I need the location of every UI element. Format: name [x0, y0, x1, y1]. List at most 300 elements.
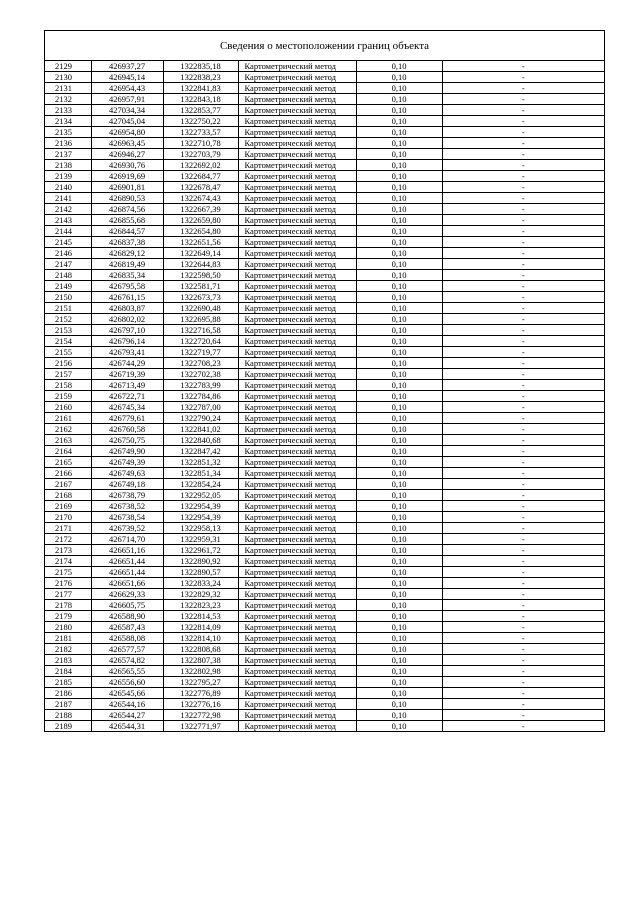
table-row	[45, 402, 604, 413]
cell-x-coordinate: 426544,16	[91, 699, 163, 710]
cell-point-number: 2144	[45, 226, 91, 237]
cell-x-coordinate: 426651,16	[91, 545, 163, 556]
cell-point-number: 2149	[45, 281, 91, 292]
table-row	[45, 292, 604, 303]
cell-precision: 0,10	[356, 611, 442, 622]
cell-x-coordinate: 426796,14	[91, 336, 163, 347]
cell-note: -	[442, 160, 604, 171]
cell-precision: 0,10	[356, 226, 442, 237]
table-row	[45, 457, 604, 468]
cell-y-coordinate: 1322703,79	[163, 149, 238, 160]
cell-point-number: 2157	[45, 369, 91, 380]
cell-note: -	[442, 182, 604, 193]
cell-note: -	[442, 347, 604, 358]
cell-y-coordinate: 1322823,23	[163, 600, 238, 611]
cell-precision: 0,10	[356, 292, 442, 303]
cell-point-number: 2177	[45, 589, 91, 600]
cell-method: Картометрический метод	[238, 248, 356, 259]
cell-y-coordinate: 1322958,13	[163, 523, 238, 534]
cell-method: Картометрический метод	[238, 600, 356, 611]
table-row	[45, 182, 604, 193]
cell-y-coordinate: 1322733,57	[163, 127, 238, 138]
cell-point-number: 2167	[45, 479, 91, 490]
cell-x-coordinate: 426954,43	[91, 83, 163, 94]
table-row	[45, 314, 604, 325]
cell-note: -	[442, 545, 604, 556]
cell-x-coordinate: 426745,34	[91, 402, 163, 413]
cell-x-coordinate: 426890,53	[91, 193, 163, 204]
cell-point-number: 2170	[45, 512, 91, 523]
cell-y-coordinate: 1322851,32	[163, 457, 238, 468]
cell-y-coordinate: 1322847,42	[163, 446, 238, 457]
cell-precision: 0,10	[356, 281, 442, 292]
cell-y-coordinate: 1322674,43	[163, 193, 238, 204]
cell-note: -	[442, 479, 604, 490]
cell-method: Картометрический метод	[238, 666, 356, 677]
cell-x-coordinate: 426714,70	[91, 534, 163, 545]
cell-method: Картометрический метод	[238, 611, 356, 622]
table-row	[45, 644, 604, 655]
table-row	[45, 116, 604, 127]
cell-x-coordinate: 426749,63	[91, 468, 163, 479]
cell-method: Картометрический метод	[238, 127, 356, 138]
table-row	[45, 358, 604, 369]
cell-y-coordinate: 1322690,48	[163, 303, 238, 314]
cell-note: -	[442, 424, 604, 435]
cell-point-number: 2174	[45, 556, 91, 567]
coordinates-table	[45, 61, 604, 731]
table-row	[45, 391, 604, 402]
cell-precision: 0,10	[356, 545, 442, 556]
cell-precision: 0,10	[356, 215, 442, 226]
cell-precision: 0,10	[356, 523, 442, 534]
cell-y-coordinate: 1322841,83	[163, 83, 238, 94]
cell-point-number: 2166	[45, 468, 91, 479]
table-row	[45, 380, 604, 391]
cell-note: -	[442, 215, 604, 226]
cell-y-coordinate: 1322719,77	[163, 347, 238, 358]
cell-precision: 0,10	[356, 204, 442, 215]
cell-point-number: 2185	[45, 677, 91, 688]
cell-method: Картометрический метод	[238, 710, 356, 721]
cell-note: -	[442, 600, 604, 611]
cell-note: -	[442, 578, 604, 589]
cell-precision: 0,10	[356, 655, 442, 666]
cell-method: Картометрический метод	[238, 215, 356, 226]
cell-point-number: 2139	[45, 171, 91, 182]
cell-method: Картометрический метод	[238, 380, 356, 391]
cell-y-coordinate: 1322776,16	[163, 699, 238, 710]
cell-note: -	[442, 138, 604, 149]
cell-point-number: 2140	[45, 182, 91, 193]
cell-precision: 0,10	[356, 116, 442, 127]
table-row	[45, 523, 604, 534]
cell-precision: 0,10	[356, 633, 442, 644]
cell-precision: 0,10	[356, 413, 442, 424]
cell-y-coordinate: 1322716,58	[163, 325, 238, 336]
cell-method: Картометрический метод	[238, 457, 356, 468]
cell-x-coordinate: 426544,31	[91, 721, 163, 732]
cell-point-number: 2173	[45, 545, 91, 556]
cell-note: -	[442, 556, 604, 567]
table-row	[45, 325, 604, 336]
cell-x-coordinate: 426954,80	[91, 127, 163, 138]
table-row	[45, 435, 604, 446]
cell-note: -	[442, 644, 604, 655]
cell-point-number: 2178	[45, 600, 91, 611]
table-row	[45, 545, 604, 556]
cell-method: Картометрический метод	[238, 314, 356, 325]
cell-x-coordinate: 426749,90	[91, 446, 163, 457]
cell-y-coordinate: 1322829,32	[163, 589, 238, 600]
cell-method: Картометрический метод	[238, 424, 356, 435]
cell-method: Картометрический метод	[238, 589, 356, 600]
cell-x-coordinate: 426651,66	[91, 578, 163, 589]
cell-y-coordinate: 1322644,83	[163, 259, 238, 270]
cell-note: -	[442, 468, 604, 479]
cell-point-number: 2152	[45, 314, 91, 325]
table-row	[45, 83, 604, 94]
table-row	[45, 666, 604, 677]
cell-method: Картометрический метод	[238, 578, 356, 589]
cell-point-number: 2132	[45, 94, 91, 105]
table-row	[45, 149, 604, 160]
cell-precision: 0,10	[356, 446, 442, 457]
cell-note: -	[442, 413, 604, 424]
cell-point-number: 2147	[45, 259, 91, 270]
table-row	[45, 193, 604, 204]
cell-y-coordinate: 1322667,39	[163, 204, 238, 215]
cell-method: Картометрический метод	[238, 149, 356, 160]
cell-note: -	[442, 270, 604, 281]
cell-precision: 0,10	[356, 358, 442, 369]
cell-x-coordinate: 426901,81	[91, 182, 163, 193]
cell-note: -	[442, 666, 604, 677]
table-row	[45, 413, 604, 424]
cell-point-number: 2134	[45, 116, 91, 127]
cell-precision: 0,10	[356, 72, 442, 83]
cell-y-coordinate: 1322838,23	[163, 72, 238, 83]
cell-point-number: 2188	[45, 710, 91, 721]
cell-method: Картометрический метод	[238, 237, 356, 248]
cell-method: Картометрический метод	[238, 479, 356, 490]
cell-precision: 0,10	[356, 567, 442, 578]
cell-y-coordinate: 1322952,05	[163, 490, 238, 501]
cell-x-coordinate: 426738,54	[91, 512, 163, 523]
cell-y-coordinate: 1322771,97	[163, 721, 238, 732]
cell-method: Картометрический метод	[238, 545, 356, 556]
cell-note: -	[442, 611, 604, 622]
cell-method: Картометрический метод	[238, 94, 356, 105]
cell-point-number: 2175	[45, 567, 91, 578]
cell-y-coordinate: 1322695,88	[163, 314, 238, 325]
cell-method: Картометрический метод	[238, 534, 356, 545]
cell-point-number: 2154	[45, 336, 91, 347]
cell-x-coordinate: 426738,79	[91, 490, 163, 501]
cell-y-coordinate: 1322807,38	[163, 655, 238, 666]
cell-note: -	[442, 193, 604, 204]
cell-note: -	[442, 369, 604, 380]
cell-note: -	[442, 325, 604, 336]
cell-y-coordinate: 1322854,24	[163, 479, 238, 490]
cell-x-coordinate: 426750,75	[91, 435, 163, 446]
cell-y-coordinate: 1322651,56	[163, 237, 238, 248]
table-row	[45, 512, 604, 523]
cell-precision: 0,10	[356, 699, 442, 710]
cell-precision: 0,10	[356, 259, 442, 270]
cell-method: Картометрический метод	[238, 204, 356, 215]
cell-y-coordinate: 1322790,24	[163, 413, 238, 424]
cell-precision: 0,10	[356, 710, 442, 721]
cell-precision: 0,10	[356, 501, 442, 512]
cell-note: -	[442, 336, 604, 347]
table-row	[45, 578, 604, 589]
cell-point-number: 2189	[45, 721, 91, 732]
cell-y-coordinate: 1322814,09	[163, 622, 238, 633]
table-row	[45, 721, 604, 732]
cell-point-number: 2165	[45, 457, 91, 468]
cell-x-coordinate: 426963,45	[91, 138, 163, 149]
table-row	[45, 611, 604, 622]
cell-point-number: 2156	[45, 358, 91, 369]
cell-point-number: 2159	[45, 391, 91, 402]
cell-x-coordinate: 426957,91	[91, 94, 163, 105]
cell-note: -	[442, 523, 604, 534]
cell-precision: 0,10	[356, 138, 442, 149]
cell-point-number: 2137	[45, 149, 91, 160]
cell-point-number: 2153	[45, 325, 91, 336]
cell-y-coordinate: 1322959,31	[163, 534, 238, 545]
table-row	[45, 160, 604, 171]
cell-x-coordinate: 426722,71	[91, 391, 163, 402]
cell-y-coordinate: 1322890,92	[163, 556, 238, 567]
cell-note: -	[442, 237, 604, 248]
table-row	[45, 270, 604, 281]
cell-method: Картометрический метод	[238, 490, 356, 501]
cell-point-number: 2142	[45, 204, 91, 215]
cell-y-coordinate: 1322853,77	[163, 105, 238, 116]
cell-x-coordinate: 426588,90	[91, 611, 163, 622]
cell-point-number: 2148	[45, 270, 91, 281]
cell-method: Картометрический метод	[238, 633, 356, 644]
cell-method: Картометрический метод	[238, 72, 356, 83]
cell-method: Картометрический метод	[238, 402, 356, 413]
cell-precision: 0,10	[356, 347, 442, 358]
cell-precision: 0,10	[356, 61, 442, 72]
cell-point-number: 2186	[45, 688, 91, 699]
cell-y-coordinate: 1322649,14	[163, 248, 238, 259]
coordinates-table-body	[45, 61, 604, 731]
cell-precision: 0,10	[356, 237, 442, 248]
cell-precision: 0,10	[356, 105, 442, 116]
cell-note: -	[442, 677, 604, 688]
cell-x-coordinate: 426556,60	[91, 677, 163, 688]
cell-y-coordinate: 1322795,27	[163, 677, 238, 688]
cell-method: Картометрический метод	[238, 644, 356, 655]
cell-method: Картометрический метод	[238, 226, 356, 237]
cell-point-number: 2145	[45, 237, 91, 248]
cell-precision: 0,10	[356, 380, 442, 391]
table-row	[45, 479, 604, 490]
cell-x-coordinate: 426819,49	[91, 259, 163, 270]
cell-y-coordinate: 1322783,99	[163, 380, 238, 391]
cell-precision: 0,10	[356, 193, 442, 204]
cell-x-coordinate: 426919,69	[91, 171, 163, 182]
cell-x-coordinate: 426713,49	[91, 380, 163, 391]
table-row	[45, 336, 604, 347]
table-row	[45, 710, 604, 721]
cell-method: Картометрический метод	[238, 721, 356, 732]
cell-x-coordinate: 426837,38	[91, 237, 163, 248]
cell-point-number: 2136	[45, 138, 91, 149]
cell-point-number: 2150	[45, 292, 91, 303]
cell-note: -	[442, 721, 604, 732]
cell-precision: 0,10	[356, 127, 442, 138]
table-row	[45, 677, 604, 688]
table-row	[45, 699, 604, 710]
cell-note: -	[442, 248, 604, 259]
cell-note: -	[442, 457, 604, 468]
cell-point-number: 2181	[45, 633, 91, 644]
cell-note: -	[442, 303, 604, 314]
cell-x-coordinate: 427034,34	[91, 105, 163, 116]
cell-y-coordinate: 1322654,80	[163, 226, 238, 237]
cell-precision: 0,10	[356, 391, 442, 402]
cell-y-coordinate: 1322678,47	[163, 182, 238, 193]
cell-x-coordinate: 426565,55	[91, 666, 163, 677]
table-row	[45, 215, 604, 226]
table-row	[45, 424, 604, 435]
cell-x-coordinate: 427045,04	[91, 116, 163, 127]
cell-note: -	[442, 512, 604, 523]
cell-method: Картометрический метод	[238, 281, 356, 292]
cell-point-number: 2138	[45, 160, 91, 171]
cell-x-coordinate: 426945,14	[91, 72, 163, 83]
cell-method: Картометрический метод	[238, 688, 356, 699]
cell-precision: 0,10	[356, 688, 442, 699]
cell-precision: 0,10	[356, 457, 442, 468]
cell-x-coordinate: 426802,02	[91, 314, 163, 325]
table-row	[45, 633, 604, 644]
cell-x-coordinate: 426719,39	[91, 369, 163, 380]
cell-method: Картометрический метод	[238, 259, 356, 270]
cell-x-coordinate: 426574,82	[91, 655, 163, 666]
cell-y-coordinate: 1322890,57	[163, 567, 238, 578]
cell-point-number: 2151	[45, 303, 91, 314]
table-row	[45, 556, 604, 567]
cell-note: -	[442, 83, 604, 94]
cell-note: -	[442, 105, 604, 116]
cell-precision: 0,10	[356, 325, 442, 336]
cell-x-coordinate: 426587,43	[91, 622, 163, 633]
cell-x-coordinate: 426803,87	[91, 303, 163, 314]
cell-note: -	[442, 292, 604, 303]
cell-precision: 0,10	[356, 468, 442, 479]
cell-x-coordinate: 426605,75	[91, 600, 163, 611]
cell-method: Картометрический метод	[238, 83, 356, 94]
cell-point-number: 2163	[45, 435, 91, 446]
cell-x-coordinate: 426760,58	[91, 424, 163, 435]
cell-method: Картометрический метод	[238, 61, 356, 72]
cell-note: -	[442, 501, 604, 512]
cell-point-number: 2180	[45, 622, 91, 633]
cell-method: Картометрический метод	[238, 116, 356, 127]
cell-x-coordinate: 426795,58	[91, 281, 163, 292]
cell-precision: 0,10	[356, 94, 442, 105]
cell-precision: 0,10	[356, 556, 442, 567]
cell-precision: 0,10	[356, 479, 442, 490]
cell-x-coordinate: 426739,52	[91, 523, 163, 534]
table-row	[45, 259, 604, 270]
cell-precision: 0,10	[356, 336, 442, 347]
table-row	[45, 281, 604, 292]
table-row	[45, 567, 604, 578]
table-row	[45, 369, 604, 380]
cell-method: Картометрический метод	[238, 413, 356, 424]
cell-y-coordinate: 1322581,71	[163, 281, 238, 292]
cell-method: Картометрический метод	[238, 105, 356, 116]
cell-point-number: 2182	[45, 644, 91, 655]
cell-precision: 0,10	[356, 303, 442, 314]
cell-note: -	[442, 446, 604, 457]
cell-note: -	[442, 633, 604, 644]
cell-point-number: 2146	[45, 248, 91, 259]
cell-y-coordinate: 1322692,02	[163, 160, 238, 171]
cell-point-number: 2131	[45, 83, 91, 94]
cell-precision: 0,10	[356, 677, 442, 688]
cell-point-number: 2158	[45, 380, 91, 391]
cell-precision: 0,10	[356, 534, 442, 545]
boundary-table-sheet	[44, 30, 605, 732]
table-row	[45, 600, 604, 611]
cell-point-number: 2129	[45, 61, 91, 72]
cell-note: -	[442, 710, 604, 721]
cell-note: -	[442, 204, 604, 215]
cell-point-number: 2160	[45, 402, 91, 413]
cell-y-coordinate: 1322954,39	[163, 501, 238, 512]
cell-note: -	[442, 94, 604, 105]
cell-y-coordinate: 1322659,80	[163, 215, 238, 226]
cell-note: -	[442, 314, 604, 325]
cell-method: Картометрический метод	[238, 347, 356, 358]
cell-x-coordinate: 426749,39	[91, 457, 163, 468]
cell-point-number: 2135	[45, 127, 91, 138]
cell-y-coordinate: 1322776,89	[163, 688, 238, 699]
table-row	[45, 446, 604, 457]
cell-note: -	[442, 72, 604, 83]
cell-point-number: 2187	[45, 699, 91, 710]
cell-point-number: 2179	[45, 611, 91, 622]
cell-method: Картометрический метод	[238, 325, 356, 336]
cell-x-coordinate: 426761,15	[91, 292, 163, 303]
table-row	[45, 688, 604, 699]
cell-x-coordinate: 426855,68	[91, 215, 163, 226]
cell-x-coordinate: 426946,27	[91, 149, 163, 160]
table-row	[45, 248, 604, 259]
cell-point-number: 2183	[45, 655, 91, 666]
cell-y-coordinate: 1322684,77	[163, 171, 238, 182]
cell-method: Картометрический метод	[238, 677, 356, 688]
cell-y-coordinate: 1322843,18	[163, 94, 238, 105]
cell-y-coordinate: 1322708,23	[163, 358, 238, 369]
cell-point-number: 2172	[45, 534, 91, 545]
cell-method: Картометрический метод	[238, 171, 356, 182]
cell-y-coordinate: 1322814,53	[163, 611, 238, 622]
cell-note: -	[442, 435, 604, 446]
cell-method: Картометрический метод	[238, 358, 356, 369]
table-row	[45, 468, 604, 479]
cell-y-coordinate: 1322833,24	[163, 578, 238, 589]
